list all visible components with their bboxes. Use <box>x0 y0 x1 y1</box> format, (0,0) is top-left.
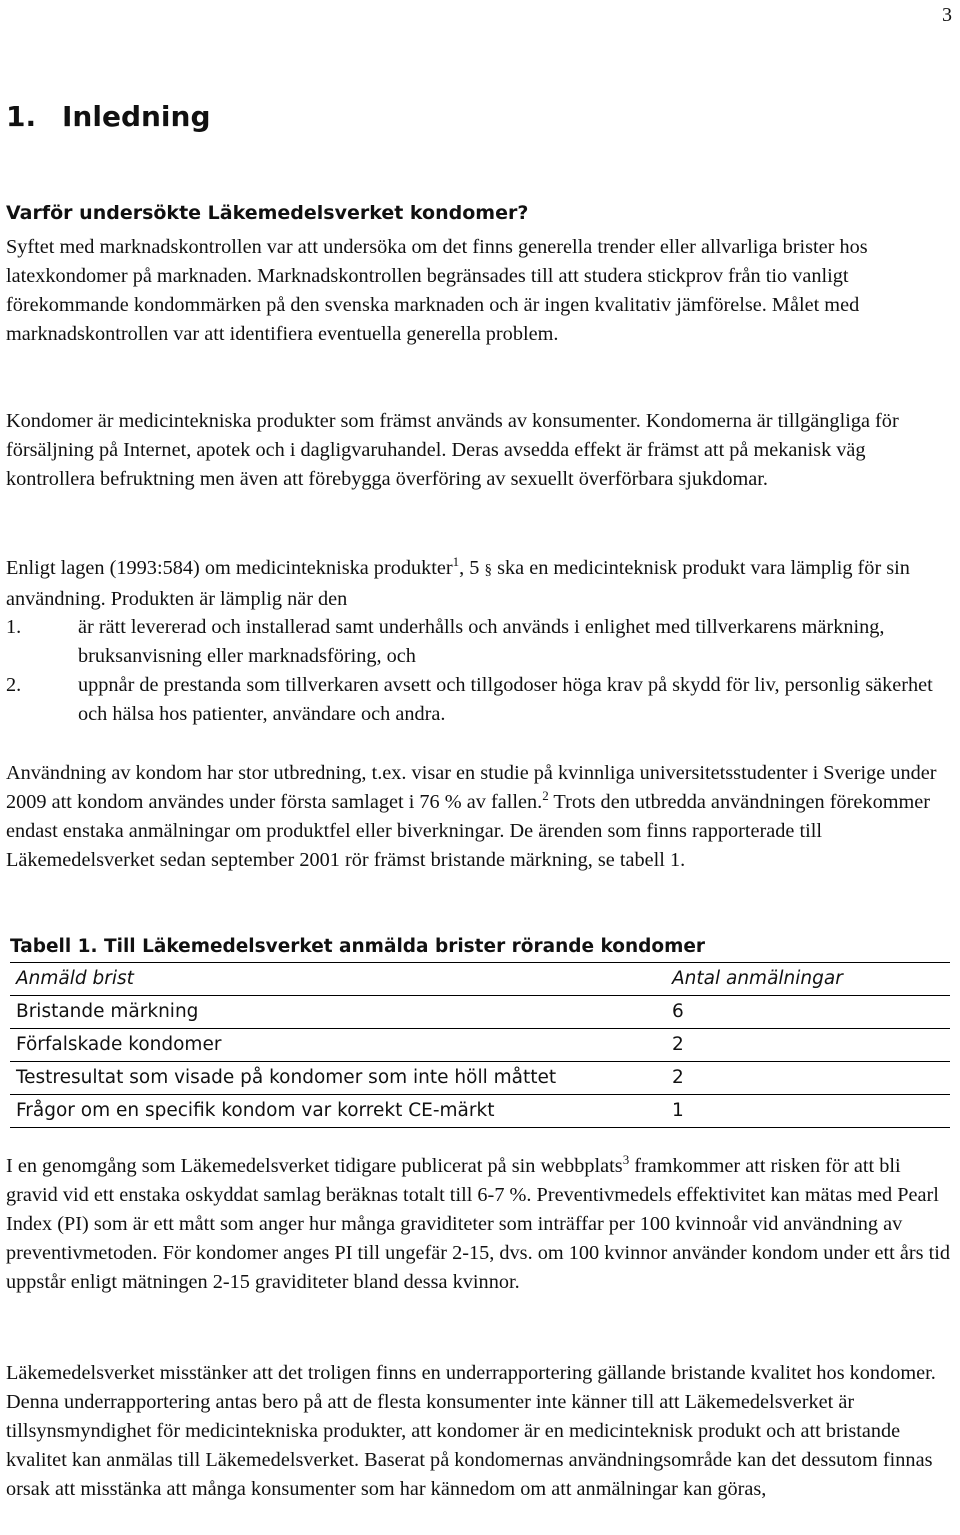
section-sign: § <box>484 562 493 578</box>
footnote-ref-3[interactable]: 3 <box>622 1152 630 1168</box>
table-header-row <box>10 963 950 996</box>
footnote-ref-2[interactable]: 2 <box>542 788 549 804</box>
table-cell: Testresultat som visade på kondomer som inte höll måttet <box>10 1062 666 1095</box>
defects-table <box>10 963 950 1128</box>
table-row <box>10 1029 950 1062</box>
chapter-title <box>6 100 211 133</box>
table-row <box>10 1095 950 1128</box>
table-cell: 2 <box>666 1062 950 1095</box>
table-row <box>10 996 950 1029</box>
list-marker: 1. <box>6 616 22 638</box>
table-cell: 2 <box>666 1029 950 1062</box>
paragraph-usage <box>6 759 954 875</box>
list-item-text: uppnår de prestanda som tillverkaren avsett och tillgodoser höga krav på skydd för liv, personlig säkerhet och hälsa hos patienter, användare och andra. <box>78 674 933 725</box>
paragraph-underreporting: Läkemedelsverket misstänker att det troligen finns en underrapportering gällande bristande kvalitet hos kondomer. Denna underrapportering antas bero på att de flesta konsumenter inte känner till att Läkemedelsverket är tillsynsmyndighet för medicintekniska produkter, att kondomer är en medicinteknisk produkt och att bristande kvalitet kan anmälas till Läkemedelsverket. Baserat på kondomernas användningsområde kan det dessutom finnas orsak att misstänka att många konsumenter som har kännedom om att anmälningar kan göras, <box>6 1362 936 1500</box>
list-item <box>6 613 954 671</box>
chapter-title-text: Inledning <box>62 100 211 133</box>
list-item <box>6 671 954 729</box>
table-caption <box>10 930 950 963</box>
table-header-cell: Anmäld brist <box>10 963 666 996</box>
paragraph-usage-text-b: Trots den utbredda användningen förekommer endast enstaka anmälningar om produktfel eller biverkningar. De ärenden som finns rapporterade till Läkemedelsverket sedan september 2001 rör främst bristande märkning, se tabell 1. <box>6 791 931 871</box>
table-cell: 6 <box>666 996 950 1029</box>
paragraph-law-text-c: ska en medicinteknisk produkt vara lämplig för sin användning. Produkten är lämplig när den <box>6 557 910 610</box>
paragraph-usage-text-a: Användning av kondom har stor utbredning, t.ex. visar en studie på kvinnliga universitetsstudenter i Sverige under 2009 att kondom användes under första samlaget i 76 % av fallen. <box>6 762 937 813</box>
footnote-ref-1[interactable]: 1 <box>452 554 460 570</box>
table-cell: 1 <box>666 1095 950 1128</box>
chapter-number: 1. <box>6 100 37 133</box>
paragraph-pearl-index-text-a: I en genomgång som Läkemedelsverket tidigare publicerat på sin webbplats <box>6 1155 623 1177</box>
list-marker: 2. <box>6 674 22 696</box>
table-caption-text: Till Läkemedelsverket anmälda brister rörande kondomer <box>97 936 706 957</box>
paragraph-product-description: Kondomer är medicintekniska produkter som främst används av konsumenter. Kondomerna är tillgängliga för försäljning på Internet, apotek och i dagligvaruhandel. Deras avsedda effekt är främst att på mekanisk väg kontrollera befruktning men även att förebygga överföring av sexuellt överförbara sjukdomar. <box>6 410 899 490</box>
paragraph-purpose: Syftet med marknadskontrollen var att undersöka om det finns generella trender eller allvarliga brister hos latexkondomer på marknaden. Marknadskontrollen begränsades till att studera stickprov från tio vanligt förekommande kondommärken på den svenska marknaden och är ingen kvalitativ jämförelse. Målet med marknadskontrollen var att identifiera eventuella generella problem. <box>6 236 868 345</box>
table-row <box>10 1062 950 1095</box>
list-item-text: är rätt levererad och installerad samt underhålls och används i enlighet med tillverkarens märkning, bruksanvisning eller marknadsföring, och <box>78 616 885 667</box>
table-caption-label: Tabell 1. <box>10 936 98 957</box>
paragraph-law-text-b: , 5 <box>459 557 485 579</box>
table-header-cell: Antal anmälningar <box>666 963 950 996</box>
table-cell: Förfalskade kondomer <box>10 1029 666 1062</box>
paragraph-law <box>6 554 954 614</box>
table-cell: Bristande märkning <box>10 996 666 1029</box>
paragraph-pearl-index <box>6 1152 954 1297</box>
table-cell: Frågor om en specifik kondom var korrekt CE-märkt <box>10 1095 666 1128</box>
page-number: 3 <box>942 4 952 26</box>
requirements-list <box>6 613 954 729</box>
paragraph-law-text-a: Enligt lagen (1993:584) om medicintekniska produkter <box>6 557 453 579</box>
paragraph-pearl-index-text-b: framkommer att risken för att bli gravid vid ett enstaka oskyddat samlag beräknas totalt till 6-7 %. Preventivmedels effektivitet kan mätas med Pearl Index (PI) som är ett mått som anger hur många graviditeter som inträffar per 100 kvinnoår vid användning av preventivmetoden. För kondomer anges PI till ungefär 2-15, dvs. om 100 kvinnor använder kondom under ett års tid uppstår enligt mätningen 2-15 graviditeter bland dessa kvinnor. <box>6 1155 951 1293</box>
defects-table-block <box>10 930 950 1128</box>
section-heading: Varför undersökte Läkemedelsverket kondomer? <box>6 202 529 224</box>
